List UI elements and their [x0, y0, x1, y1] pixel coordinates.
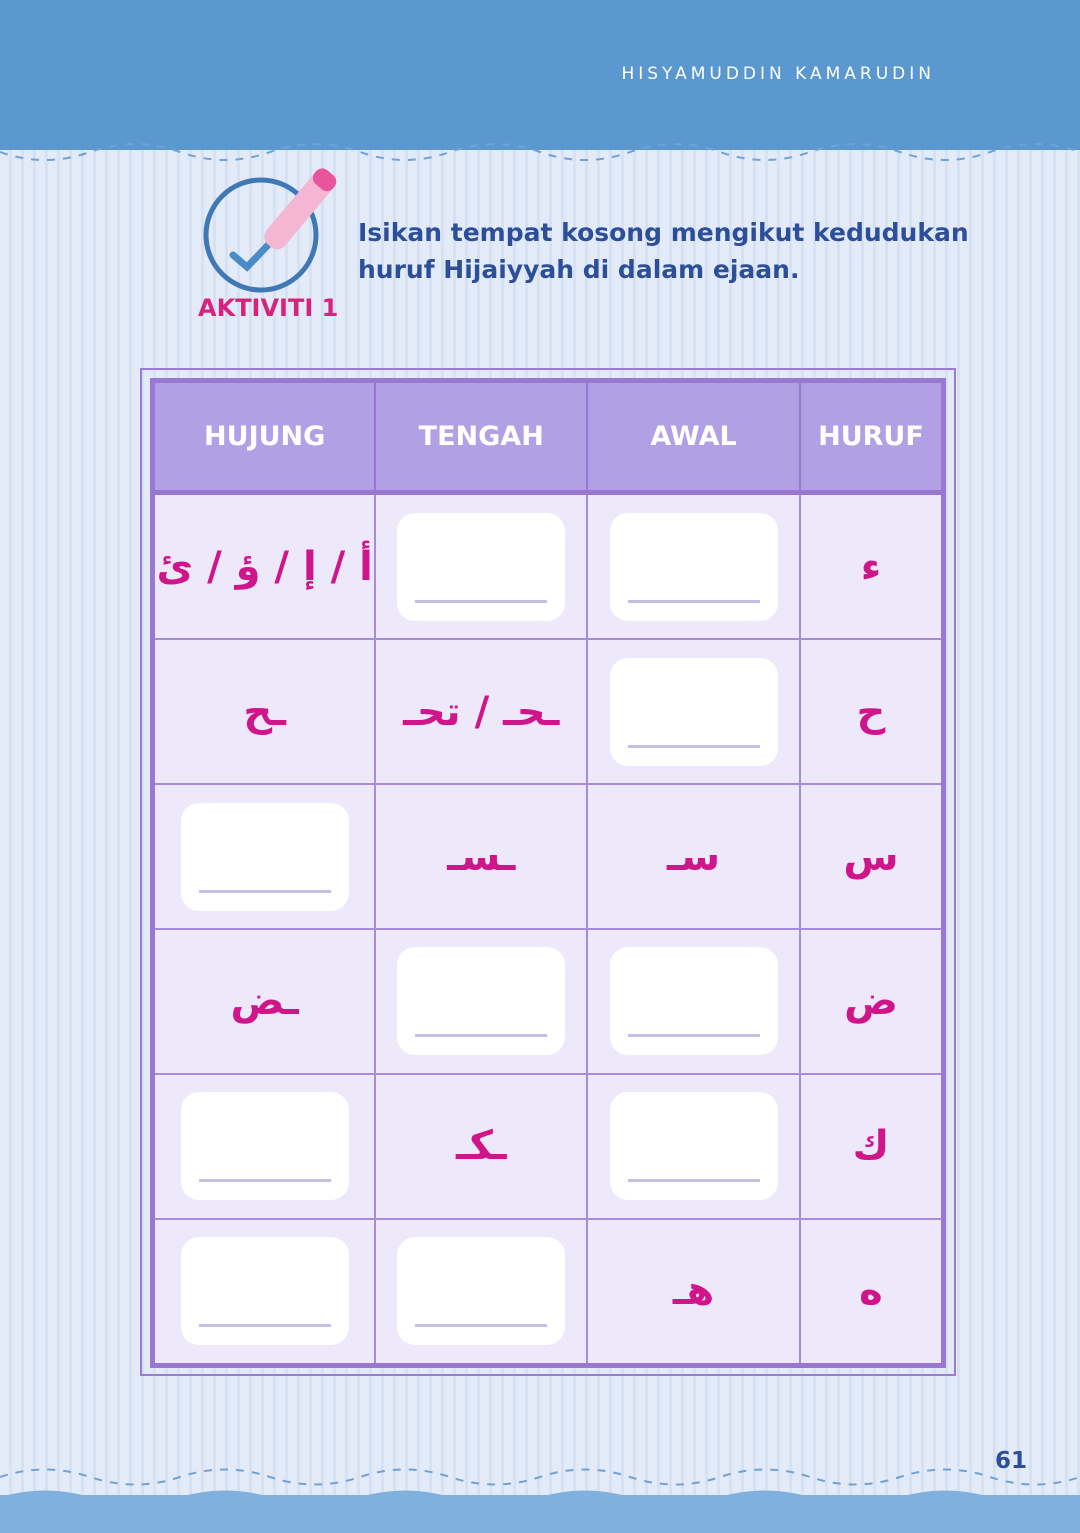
blank-cell	[587, 929, 800, 1074]
answer-box[interactable]	[397, 513, 565, 621]
column-header: HURUF	[800, 381, 944, 493]
letter-form: ـض	[230, 978, 299, 1025]
letter-form: ـحـ / تحـ	[403, 688, 560, 735]
letter-cell	[587, 1219, 800, 1366]
hijaiyyah-table	[150, 378, 946, 1368]
blank-cell	[375, 929, 587, 1074]
column-header: TENGAH	[375, 381, 587, 493]
author-name: HISYAMUDDIN KAMARUDIN	[621, 64, 935, 84]
letter-form: ء	[860, 543, 882, 590]
letter-cell	[153, 929, 376, 1074]
letter-form: ه	[859, 1268, 883, 1315]
letter-form: ـح	[243, 688, 286, 735]
answer-box[interactable]	[181, 1237, 349, 1345]
letter-cell	[800, 784, 944, 929]
answer-box[interactable]	[181, 1092, 349, 1200]
letter-cell	[153, 493, 376, 640]
table-row	[153, 1074, 944, 1219]
letter-cell	[375, 784, 587, 929]
table-row	[153, 784, 944, 929]
letter-cell	[375, 639, 587, 784]
letter-cell	[800, 1219, 944, 1366]
table-row	[153, 1219, 944, 1366]
pencil-check-icon	[195, 165, 345, 295]
blank-cell	[153, 784, 376, 929]
answer-box[interactable]	[181, 803, 349, 911]
header-wave	[0, 130, 1080, 170]
answer-box[interactable]	[610, 1092, 778, 1200]
letter-cell	[375, 1074, 587, 1219]
footer-wave	[0, 1462, 1080, 1502]
letter-form: أ / إ / ؤ / ئ	[156, 543, 373, 590]
column-header: AWAL	[587, 381, 800, 493]
blank-cell	[153, 1074, 376, 1219]
blank-cell	[375, 493, 587, 640]
letter-form: ـسـ	[447, 833, 516, 880]
answer-box[interactable]	[610, 513, 778, 621]
blank-cell	[375, 1219, 587, 1366]
column-header: HUJUNG	[153, 381, 376, 493]
letter-cell	[587, 784, 800, 929]
letter-form: س	[843, 833, 899, 880]
page-number: 61	[995, 1448, 1028, 1474]
blank-cell	[587, 639, 800, 784]
blank-cell	[153, 1219, 376, 1366]
letter-cell	[800, 493, 944, 640]
letter-form: ـكـ	[455, 1123, 507, 1170]
instruction-text: Isikan tempat kosong mengikut kedudukan huruf Hijaiyyah di dalam ejaan.	[358, 218, 969, 284]
letter-cell	[153, 639, 376, 784]
letter-cell	[800, 929, 944, 1074]
blank-cell	[587, 1074, 800, 1219]
table-row	[153, 929, 944, 1074]
letter-form: ض	[844, 978, 898, 1025]
letter-form: سـ	[667, 833, 721, 880]
blank-cell	[587, 493, 800, 640]
table-row	[153, 493, 944, 640]
activity-label: AKTIVITI 1	[198, 294, 339, 322]
table-row	[153, 639, 944, 784]
letter-form: ك	[852, 1123, 890, 1170]
answer-box[interactable]	[397, 947, 565, 1055]
letter-form: ح	[856, 688, 886, 735]
answer-box[interactable]	[610, 658, 778, 766]
answer-box[interactable]	[610, 947, 778, 1055]
letter-form: هـ	[672, 1268, 715, 1315]
letter-cell	[800, 1074, 944, 1219]
letter-cell	[800, 639, 944, 784]
answer-box[interactable]	[397, 1237, 565, 1345]
